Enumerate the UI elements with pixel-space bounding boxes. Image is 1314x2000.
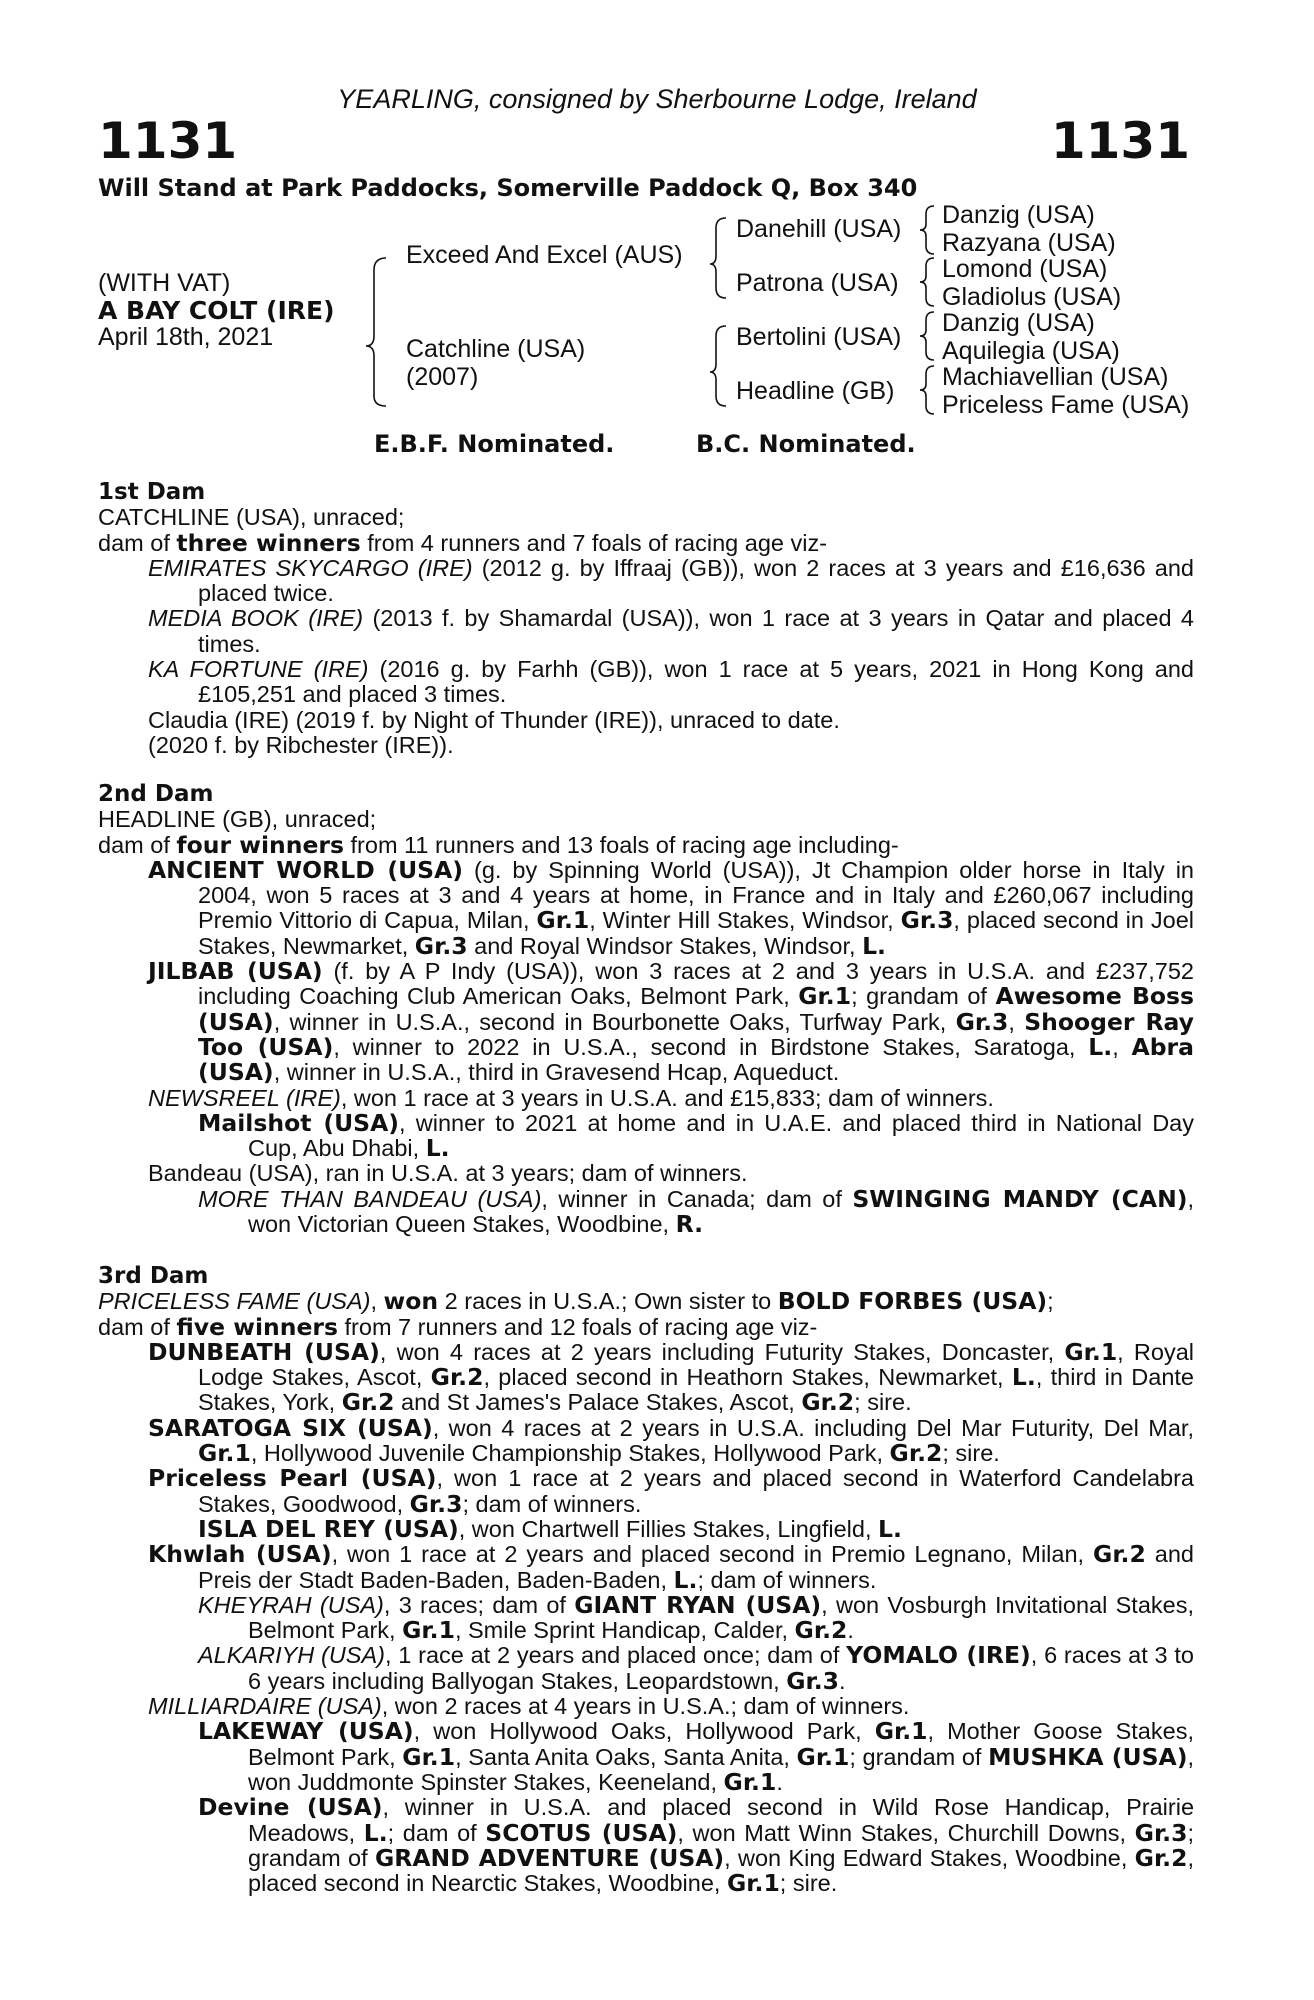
ancestor-g4: Gladiolus (USA) [942, 283, 1122, 311]
bold-text: Gr.3 [414, 931, 468, 960]
text-run: and Royal Windsor Stakes, Windsor, [467, 932, 863, 959]
entry-line [98, 1108, 1194, 1163]
bold-text: Gr.3 [900, 906, 954, 935]
text-run: . [776, 1768, 783, 1795]
bold-text: MUSHKA (USA) [988, 1742, 1188, 1771]
third-dam-lines [98, 1289, 1194, 1896]
text-run: , won 1 race at 2 years and placed second in Premio Legnano, Milan, [331, 1541, 1094, 1568]
sire-dam: Patrona (USA) [736, 269, 899, 297]
bold-text: Gr.3 [1134, 1818, 1188, 1847]
bold-text: DUNBEATH (USA) [148, 1337, 380, 1366]
text-run: , winner to 2021 at home and in U.A.E. and placed third in National Day Cup, Abu Dhabi, [248, 1109, 1194, 1162]
horse-name: A BAY COLT (IRE) [98, 296, 335, 325]
text-run: , placed second in Joel Stakes, Newmarket, [198, 907, 1194, 959]
text-run: from 7 runners and 12 foals of racing age viz- [337, 1313, 818, 1340]
bold-text: L. [878, 1514, 902, 1543]
bold-text: four winners [176, 830, 344, 859]
entry-line [98, 657, 1194, 708]
text-run: from 4 runners and 7 foals of racing age viz- [360, 529, 828, 556]
text-run: , Winter Hill Stakes, Windsor, [589, 907, 901, 934]
bold-text: Awesome Boss (USA) [198, 982, 1195, 1036]
bold-text: won [383, 1287, 439, 1316]
italic-text: ALKARIYH (USA) [198, 1642, 385, 1669]
text-run: ; dam of [387, 1819, 486, 1846]
brace-sire [710, 218, 726, 298]
entry-line [98, 1514, 1194, 1543]
text-run: , winner in U.S.A., second in Bourbonette Oaks, Turfway Park, [273, 1008, 956, 1035]
ancestor-g2: Razyana (USA) [942, 229, 1116, 257]
text-run: (g. by Spinning World (USA)), Jt Champion older horse in Italy in 2004, won 5 races at 3 and 4 years at home, in France and in Italy and £260,067 including Premio Vittorio di Capua, Milan, [198, 856, 1194, 934]
consignment-line: YEARLING, consigned by Sherbourne Lodge, Ireland [337, 84, 977, 114]
text-run: , third in Dante Stakes, York, [198, 1364, 1194, 1416]
bold-text: Gr.1 [536, 906, 590, 935]
dam-name: Catchline (USA) [406, 335, 586, 363]
third-dam-heading: 3rd Dam [98, 1263, 209, 1289]
text-run: dam of [98, 529, 177, 556]
text-run: , Royal Lodge Stakes, Ascot, [198, 1338, 1194, 1391]
text-run: (f. by A P Indy (USA)), won 3 races at 2 and 3 years in U.S.A. and £237,752 including Coaching Club American Oaks, Belmont Park, [198, 958, 1194, 1010]
bc-nomination: B.C. Nominated. [696, 430, 916, 458]
bold-text: L. [425, 1134, 450, 1163]
text-run: , Smile Sprint Handicap, Calder, [454, 1617, 795, 1644]
ebf-nomination: E.B.F. Nominated. [374, 430, 615, 458]
text-run: ; sire. [779, 1870, 838, 1897]
bold-text: Gr.2 [794, 1616, 848, 1645]
text-run: 2 races in U.S.A.; Own sister to [438, 1288, 778, 1315]
stand-location: Will Stand at Park Paddocks, Somerville Paddock Q, Box 340 [98, 174, 918, 202]
text-run: HEADLINE (GB), unraced; [98, 806, 377, 833]
text-run: , won Juddmonte Spinster Stakes, Keeneland, [248, 1743, 1194, 1795]
bold-text: GRAND ADVENTURE (USA) [374, 1843, 725, 1872]
text-run: (2016 g. by Farhh (GB)), won 1 race at 5 years, 2021 in Hong Kong and £105,251 and placed 3 times. [198, 656, 1194, 708]
text-run: , winner in U.S.A. and placed second in Wild Rose Handicap, Prairie Meadows, [248, 1794, 1195, 1846]
text-run: , won Chartwell Fillies Stakes, Lingfield, [458, 1515, 879, 1542]
text-run: ; sire. [942, 1440, 1000, 1467]
text-run: , won Matt Winn Stakes, Churchill Downs, [677, 1819, 1135, 1846]
second-dam-heading: 2nd Dam [98, 781, 214, 807]
entry-line [98, 855, 1194, 960]
text-run: Claudia (IRE) (2019 f. by Night of Thunder (IRE)), unraced to date. [148, 706, 840, 733]
text-run: and Preis der Stadt Baden-Baden, Baden-Baden, [198, 1541, 1194, 1593]
text-run: ; grandam of [849, 1743, 989, 1770]
text-run: , winner in Canada; dam of [541, 1185, 853, 1212]
text-run: dam of [98, 831, 177, 858]
bold-text: GIANT RYAN (USA) [574, 1590, 822, 1619]
bold-text: L. [1088, 1032, 1113, 1061]
entry-line [98, 1466, 1194, 1517]
text-run: , 6 races at 3 to 6 years including Ballyogan Stakes, Leopardstown, [248, 1642, 1194, 1694]
entry-line [98, 556, 1194, 607]
text-run: , won 2 races at 4 years in U.S.A.; dam of winners. [381, 1693, 910, 1720]
text-run: , won 4 races at 2 years including Futurity Stakes, Doncaster, [379, 1338, 1065, 1365]
entry-line [98, 1719, 1194, 1795]
text-run: , Hollywood Juvenile Championship Stakes, Hollywood Park, [250, 1440, 890, 1467]
bold-text: JILBAB (USA) [148, 957, 323, 986]
text-run: , won Hollywood Oaks, Hollywood Park, [413, 1718, 875, 1745]
bold-text: Gr.3 [786, 1666, 840, 1695]
entry-line [98, 1643, 1194, 1694]
bold-text: L. [862, 931, 886, 960]
entry-line [98, 959, 1194, 1085]
foaling-date: April 18th, 2021 [98, 323, 274, 351]
bold-text: SCOTUS (USA) [485, 1818, 678, 1847]
entry-line [98, 505, 1194, 530]
text-run: from 11 runners and 13 foals of racing age including- [344, 831, 899, 858]
italic-text: KA FORTUNE (IRE) [148, 656, 369, 683]
entry-line [98, 606, 1194, 657]
third-dam-section [98, 1264, 1194, 1896]
entry-line [98, 1161, 1194, 1186]
dam-dam: Headline (GB) [736, 377, 895, 405]
bold-text: Gr.2 [801, 1388, 855, 1417]
bold-text: LAKEWAY (USA) [198, 1717, 414, 1746]
entry-line [98, 1312, 1194, 1341]
ancestor-g5: Danzig (USA) [942, 309, 1095, 337]
bold-text: Gr.2 [341, 1388, 395, 1417]
entry-line [98, 1337, 1194, 1417]
bold-text: L. [673, 1565, 698, 1594]
text-run: , 1 race at 2 years and placed once; dam of [384, 1642, 847, 1669]
bold-text: three winners [176, 528, 361, 557]
entry-line [98, 1184, 1195, 1239]
ancestor-g3: Lomond (USA) [942, 255, 1108, 283]
bold-text: Gr.1 [798, 982, 852, 1011]
italic-text: NEWSREEL (IRE) [148, 1084, 341, 1111]
text-run: . [847, 1617, 854, 1644]
text-run: , won Vosburgh Invitational Stakes, Belmont Park, [248, 1591, 1194, 1644]
bold-text: SARATOGA SIX (USA) [148, 1413, 433, 1442]
bold-text: Shooger Ray Too (USA) [198, 1007, 1194, 1061]
text-run: , won 1 race at 3 years in U.S.A. and £15,833; dam of winners. [340, 1084, 994, 1111]
lot-number-right: 1131 [1050, 112, 1190, 170]
bold-text: L. [1011, 1363, 1036, 1392]
text-run: , [370, 1288, 384, 1315]
bold-text: ANCIENT WORLD (USA) [148, 855, 464, 884]
text-run: ; [1047, 1288, 1054, 1315]
bold-text: R. [675, 1210, 704, 1239]
ancestor-g7: Machiavellian (USA) [942, 363, 1169, 391]
bold-text: Gr.3 [409, 1489, 463, 1518]
text-run: (2013 f. by Shamardal (USA)), won 1 race at 3 years in Qatar and placed 4 times. [198, 605, 1194, 657]
italic-text: MILLIARDAIRE (USA) [148, 1693, 382, 1720]
bold-text: Priceless Pearl (USA) [148, 1464, 437, 1493]
entry-line [98, 528, 1194, 557]
entry-line [98, 830, 1194, 859]
bold-text: Gr.3 [955, 1007, 1009, 1036]
dam-sire: Bertolini (USA) [736, 323, 902, 351]
brace-dam [710, 326, 726, 406]
bold-text: Gr.1 [796, 1742, 850, 1771]
bold-text: YOMALO (IRE) [846, 1641, 1031, 1670]
text-run: , placed second in Heathorn Stakes, Newmarket, [483, 1364, 1012, 1391]
italic-text: MORE THAN BANDEAU (USA) [198, 1185, 542, 1212]
italic-text: MEDIA BOOK (IRE) [148, 605, 364, 632]
bold-text: Devine (USA) [198, 1793, 383, 1822]
entry-line [98, 1289, 1194, 1314]
text-run: ; dam of winners. [462, 1490, 642, 1517]
entry-line [98, 1413, 1194, 1468]
bold-text: Gr.2 [889, 1439, 943, 1468]
text-run: ; sire. [854, 1389, 912, 1416]
dam-year: (2007) [406, 363, 479, 391]
text-run: (2012 g. by Iffraaj (GB)), won 2 races at 3 years and £16,636 and placed twice. [198, 554, 1194, 607]
text-run: , won Victorian Queen Stakes, Woodbine, [248, 1185, 1195, 1238]
bold-text: Gr.1 [874, 1717, 928, 1746]
bold-text: ISLA DEL REY (USA) [198, 1514, 459, 1543]
text-run: , placed second in Nearctic Stakes, Woodbine, [248, 1844, 1194, 1897]
text-run: dam of [98, 1313, 177, 1340]
text-run: (2020 f. by Ribchester (IRE)). [148, 731, 454, 758]
brace-main [366, 258, 386, 406]
bold-text: Gr.1 [726, 1869, 780, 1898]
bold-text: Gr.2 [1134, 1843, 1188, 1872]
entry-line [98, 807, 1194, 832]
text-run: Bandeau (USA), ran in U.S.A. at 3 years; dam of winners. [148, 1160, 748, 1187]
italic-text: KHEYRAH (USA) [198, 1591, 384, 1618]
text-run: . [839, 1667, 846, 1694]
bold-text: five winners [176, 1312, 338, 1341]
bold-text: Gr.1 [402, 1616, 455, 1645]
text-run: , Mother Goose Stakes, Belmont Park, [248, 1718, 1194, 1770]
entry-line [98, 1795, 1194, 1896]
sire-sire: Danehill (USA) [736, 215, 902, 243]
text-run: and St James's Palace Stakes, Ascot, [394, 1389, 802, 1416]
text-run: , won 4 races at 2 years in U.S.A. including Del Mar Futurity, Del Mar, [432, 1414, 1194, 1441]
sire-name: Exceed And Excel (AUS) [406, 241, 683, 269]
text-run: , winner in U.S.A., third in Gravesend Hcap, Aqueduct. [273, 1059, 840, 1086]
first-dam-heading: 1st Dam [98, 479, 206, 505]
text-run: , [1008, 1008, 1025, 1035]
text-run: ; dam of winners. [697, 1566, 877, 1593]
italic-text: PRICELESS FAME (USA) [98, 1288, 371, 1315]
vat-note: (WITH VAT) [98, 269, 231, 297]
bold-text: Abra (USA) [198, 1032, 1194, 1087]
entry-line [98, 1542, 1194, 1593]
second-dam-lines [98, 807, 1194, 1237]
entry-line [98, 733, 1194, 758]
brace-g2 [920, 258, 934, 306]
bold-text: Gr.2 [430, 1363, 484, 1392]
bold-text: Gr.1 [402, 1742, 456, 1771]
bold-text: SWINGING MANDY (CAN) [852, 1184, 1188, 1213]
text-run: ; grandam of [248, 1819, 1194, 1871]
text-run: , 3 races; dam of [383, 1591, 575, 1618]
bold-text: Khwlah (USA) [148, 1540, 332, 1569]
brace-g4 [920, 366, 934, 414]
text-run: , won King Edward Stakes, Woodbine, [724, 1844, 1135, 1871]
bold-text: L. [363, 1818, 388, 1847]
bold-text: Gr.1 [1064, 1337, 1118, 1366]
entry-line [98, 1590, 1194, 1645]
ancestor-g8: Priceless Fame (USA) [942, 391, 1190, 419]
italic-text: EMIRATES SKYCARGO (IRE) [148, 554, 473, 581]
text-run: , [1112, 1033, 1132, 1060]
text-run: , Santa Anita Oaks, Santa Anita, [455, 1743, 797, 1770]
text-run: ; grandam of [851, 983, 996, 1010]
second-dam-section [98, 782, 1194, 1237]
bold-text: Gr.1 [723, 1767, 777, 1796]
text-run: CATCHLINE (USA), unraced; [98, 504, 405, 531]
first-dam-section [98, 480, 1194, 758]
entry-line [98, 708, 1194, 733]
bold-text: BOLD FORBES (USA) [777, 1287, 1048, 1316]
ancestor-g1: Danzig (USA) [942, 201, 1095, 229]
ancestor-g6: Aquilegia (USA) [942, 337, 1120, 365]
brace-g3 [920, 312, 934, 360]
text-run: , won 1 race at 2 years and placed second in Waterford Candelabra Stakes, Goodwood, [198, 1465, 1194, 1517]
bold-text: Mailshot (USA) [198, 1108, 399, 1137]
text-run: , winner to 2022 in U.S.A., second in Birdstone Stakes, Saratoga, [333, 1033, 1089, 1060]
brace-g1 [920, 206, 934, 254]
entry-line [98, 1694, 1194, 1719]
bold-text: Gr.1 [198, 1439, 251, 1468]
lot-number-left: 1131 [98, 112, 238, 170]
first-dam-lines [98, 505, 1194, 758]
entry-line [98, 1086, 1194, 1111]
bold-text: Gr.2 [1093, 1540, 1146, 1569]
